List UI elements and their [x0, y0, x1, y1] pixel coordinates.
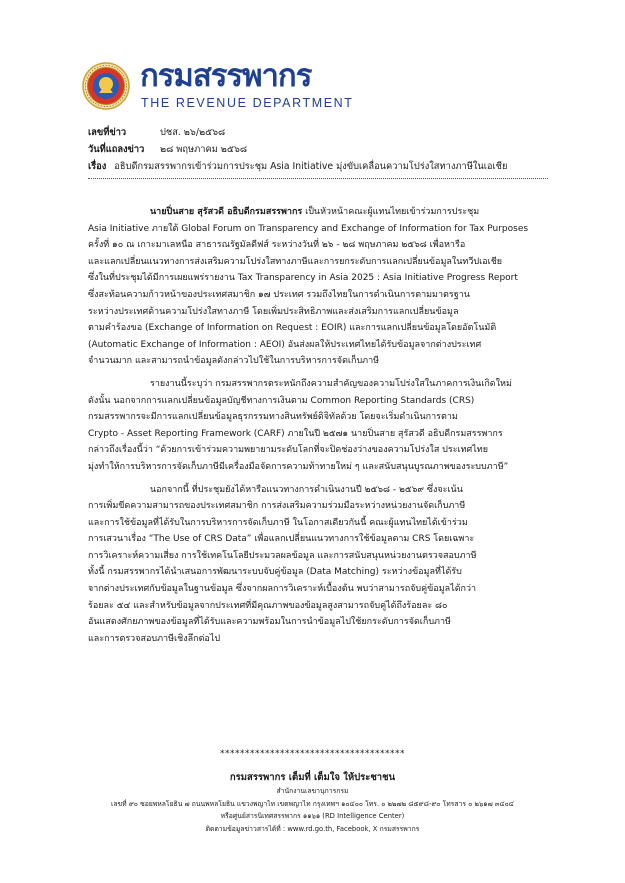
paragraph-3-line: จากต่างประเทศกับข้อมูลในฐานข้อมูล ซึ่งจากผลการวิเคราะห์เบื้องต้น พบว่าสามารถจับคู่ข้อมูลได้กว่า: [88, 584, 477, 595]
footer-callcenter: หรือศูนย์สารนิเทศสรรพากร ๑๑๖๑ (RD Intelligence Center): [220, 812, 405, 820]
director-name: นายปิ่นสาย สุรัสวดี อธิบดีกรมสรรพากร: [150, 207, 303, 217]
paragraph-1-first-rest: เป็นหัวหน้าคณะผู้แทนไทยเข้าร่วมการประชุม: [302, 207, 480, 217]
paragraph-3-line: อันแสดงศักยภาพของข้อมูลที่ได้รับและความพร้อมในการนำข้อมูลไปใช้ยกระดับการจัดเก็บภาษี: [88, 617, 451, 628]
news-number-label: เลขที่ข่าว: [88, 127, 127, 138]
logo-english-text: THE REVENUE DEPARTMENT: [141, 96, 354, 110]
paragraph-3-line: การวิเคราะห์ความเสี่ยง การใช้เทคโนโลยีประมวลผลข้อมูล และการสนับสนุนหน่วยงานตรวจสอบภาษี: [88, 550, 477, 561]
footer-slogan: กรมสรรพากร เต็มที่ เต็มใจ ให้ประชาชน: [229, 772, 396, 783]
paragraph-3-line: และการใช้ข้อมูลที่ได้รับในการบริหารการจัดเก็บภาษี ในโอกาสเดียวกันนี้ คณะผู้แทนไทยได้เข้าร่วม: [88, 517, 468, 528]
paragraph-1-line-0: [88, 204, 548, 221]
paragraph-2-line: ดังนั้น นอกจากการแลกเปลี่ยนข้อมูลบัญชีทางการเงินตาม Common Reporting Standards (CRS): [88, 395, 475, 406]
letterhead: [82, 58, 412, 114]
subject-row: [88, 158, 507, 175]
footer-office: สำนักงานเลขานุการกรม: [276, 787, 349, 795]
paragraph-1-line: ระหว่างประเทศด้านความโปร่งใสทางภาษี โดยเพิ่มประสิทธิภาพและส่งเสริมการแลกเปลี่ยนข้อมูล: [88, 306, 459, 317]
paragraph-1: [88, 204, 548, 370]
paragraph-2: [88, 376, 548, 476]
paragraph-2-line: มุ่งทำให้การบริหารการจัดเก็บภาษีมีเครื่องมือจัดการความท้าทายใหม่ ๆ และสนับสนุนบูรณภาพของระบบภาษี”: [88, 461, 509, 472]
release-date-row: [88, 141, 507, 158]
news-number-value: ปชส. ๒๖/๒๕๖๘: [160, 127, 226, 138]
release-date-label: วันที่แถลงข่าว: [88, 144, 145, 155]
footer-address: เลขที่ ๙๐ ซอยพหลโยธิน ๗ ถนนพหลโยธิน แขวงพญาไท เขตพญาไท กรุงเทพฯ ๑๐๔๐๐ โทร. ๐ ๒๒๗๒ ๘๕๙๘-๙๐ โทรสาร ๐ ๒๖๑๗ ๓๔๐๔: [111, 799, 514, 808]
paragraph-1-line: (Automatic Exchange of Information : AEOI) อันส่งผลให้ประเทศไทยได้รับข้อมูลจากต่างประเทศ: [88, 339, 482, 350]
paragraph-1-line: Asia Initiative ภายใต้ Global Forum on Transparency and Exchange of Information for Tax Purposes: [88, 223, 529, 234]
paragraph-1-line: และแลกเปลี่ยนแนวทางการส่งเสริมความโปร่งใสทางภาษีและการยกระดับการแลกเปลี่ยนข้อมูลในทวีปเอเชีย: [88, 256, 503, 267]
paragraph-1-line: ซึ่งสะท้อนความก้าวหน้าของประเทศสมาชิก ๑๗ ประเทศ รวมถึงไทยในการดำเนินการตามมาตรฐาน: [88, 289, 470, 300]
footer-follow: ติดตามข้อมูลข่าวสารได้ที่ : www.rd.go.th, Facebook, X กรมสรรพากร: [205, 824, 420, 833]
paragraph-3-line: การเสวนาเรื่อง “The Use of CRS Data” เพื่อแลกเปลี่ยนแนวทางการใช้ข้อมูลตาม CRS โดยเฉพาะ: [88, 534, 475, 545]
press-release-body: [88, 204, 548, 653]
subject-value: อธิบดีกรมสรรพากรเข้าร่วมการประชุม Asia Initiative มุ่งขับเคลื่อนความโปร่งใสทางภาษีในเอเชีย: [114, 161, 508, 172]
paragraph-3-line: และการตรวจสอบภาษีเชิงลึกต่อไป: [88, 633, 221, 644]
paragraph-1-line: ซึ่งในที่ประชุมได้มีการเผยแพร่รายงาน Tax Transparency in Asia 2025 : Asia Initiative Progress Report: [88, 273, 518, 284]
paragraph-2-line: Crypto - Asset Reporting Framework (CARF) ภายในปี ๒๕๗๑ นายปิ่นสาย สุรัสวดี อธิบดีกรมสรรพากร: [88, 428, 503, 439]
subject-label: เรื่อง: [88, 161, 107, 172]
news-meta: [88, 124, 507, 175]
paragraph-2-line: กรมสรรพากรจะมีการแลกเปลี่ยนข้อมูลธุรกรรมทางสินทรัพย์ดิจิทัลด้วย โดยจะเริ่มดำเนินการตาม: [88, 412, 458, 423]
dotted-divider: [88, 178, 548, 179]
revenue-department-seal-icon: [82, 62, 130, 110]
paragraph-1-line: ครั้งที่ ๑๐ ณ เกาะมาเลหนือ สาธารณรัฐมัลดีฟส์ ระหว่างวันที่ ๒๖ - ๒๘ พฤษภาคม ๒๕๖๘ เพื่อหารือ: [88, 240, 466, 251]
paragraph-3: [88, 482, 548, 648]
paragraph-2-line: กล่าวถึงเรื่องนี้ว่า “ด้วยการเข้าร่วมความพยายามระดับโลกที่จะปิดช่องว่างของความโปร่งใส ประเทศไทย: [88, 445, 489, 456]
release-date-value: ๒๘ พฤษภาคม ๒๕๖๘: [160, 144, 248, 155]
paragraph-3-line: ร้อยละ ๕๔ และสำหรับข้อมูลจากประเทศที่มีคุณภาพของข้อมูลสูงสามารถจับคู่ได้ถึงร้อยละ ๘๐: [88, 600, 448, 611]
paragraph-1-line: ตามคำร้องขอ (Exchange of Information on Request : EOIR) และการแลกเปลี่ยนข้อมูลโดยอัตโนมัติ: [88, 323, 497, 334]
footer: [0, 770, 625, 835]
logo-thai-text: กรมสรรพากร: [140, 58, 312, 94]
news-number-row: [88, 124, 507, 141]
paragraph-3-line-0: นอกจากนี้ ที่ประชุมยังได้หารือแนวทางการดำเนินงานปี ๒๕๖๘ - ๒๕๖๙ ซึ่งจะเน้น: [150, 484, 463, 495]
paragraph-1-line: จำนวนมาก และสามารถนำข้อมูลดังกล่าวไปใช้ในการบริหารการจัดเก็บภาษี: [88, 356, 380, 367]
asterisk-separator: *************************************: [220, 749, 405, 759]
paragraph-2-line-0: รายงานนี้ระบุว่า กรมสรรพากรตระหนักถึงความสำคัญของความโปร่งใสในภาคการเงินเกิดใหม่: [150, 378, 512, 389]
paragraph-3-line: การเพิ่มขีดความสามารถของประเทศสมาชิก การส่งเสริมความร่วมมือระหว่างหน่วยงานจัดเก็บภาษี: [88, 501, 466, 512]
paragraph-3-line: ทั้งนี้ กรมสรรพากรได้นำเสนอการพัฒนาระบบจับคู่ข้อมูล (Data Matching) ระหว่างข้อมูลที่ได้รับ: [88, 567, 462, 578]
